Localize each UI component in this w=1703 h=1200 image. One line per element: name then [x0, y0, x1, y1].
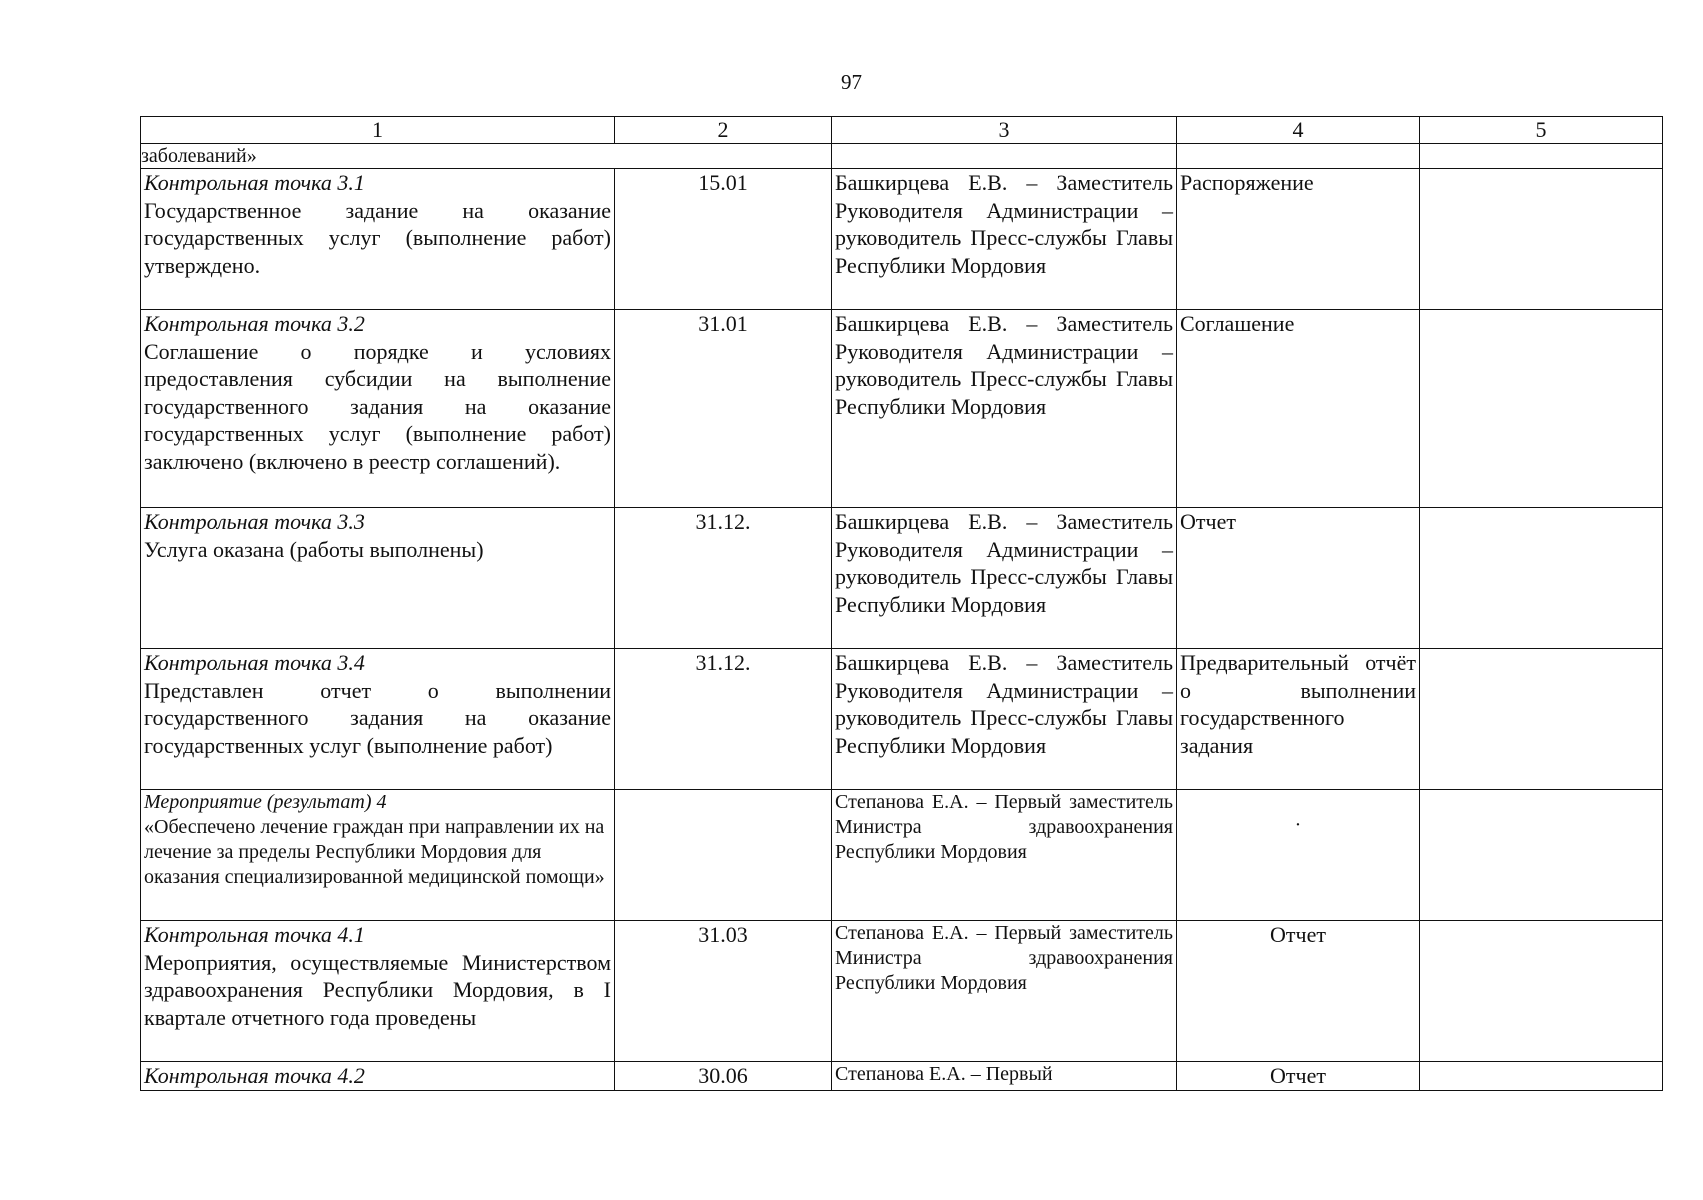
date-cell: 31.01 [615, 310, 832, 508]
checkpoint-title: Контрольная точка 4.2 [144, 1063, 365, 1088]
responsible-text: Степанова Е.А. – Первый заместитель Министра здравоохранения Республики Мордовия [835, 922, 1173, 994]
carry-over-text: заболеваний» [141, 144, 832, 169]
table-row [141, 169, 1663, 310]
carry-over-empty-5 [1420, 144, 1663, 169]
checkpoint-title: Контрольная точка 3.2 [144, 311, 365, 336]
event-title: Мероприятие (результат) 4 [144, 791, 387, 813]
plan-table [140, 116, 1663, 1091]
responsible-cell [832, 1062, 1177, 1091]
header-col-1: 1 [141, 117, 615, 144]
note-cell [1420, 790, 1663, 921]
page-number: 97 [841, 70, 862, 94]
responsible-text: Башкирцева Е.В. – Заместитель Руководителя Администрации – руководитель Пресс-службы Главы Республики Мордовия [835, 650, 1173, 758]
responsible-cell [832, 508, 1177, 649]
document-text: Предварительный отчёт о выполнении государственного задания [1180, 650, 1416, 758]
checkpoint-title: Контрольная точка 3.4 [144, 650, 365, 675]
carry-over-row [141, 144, 1663, 169]
responsible-text: Степанова Е.А. – Первый заместитель Министра здравоохранения Республики Мордовия [835, 791, 1173, 863]
table-row [141, 508, 1663, 649]
checkpoint-title: Контрольная точка 3.3 [144, 509, 365, 534]
responsible-text: Башкирцева Е.В. – Заместитель Руководителя Администрации – руководитель Пресс-службы Главы Республики Мордовия [835, 170, 1173, 278]
document-cell [1177, 790, 1420, 921]
responsible-text: Башкирцева Е.В. – Заместитель Руководителя Администрации – руководитель Пресс-службы Главы Республики Мордовия [835, 509, 1173, 617]
table-row [141, 921, 1663, 1062]
note-cell [1420, 921, 1663, 1062]
date-cell: 31.12. [615, 649, 832, 790]
document-cell: Распоряжение [1177, 169, 1420, 310]
date-cell: 31.03 [615, 921, 832, 1062]
date-cell [615, 790, 832, 921]
checkpoint-text: Соглашение о порядке и условиях предоставления субсидии на выполнение государственного задания на оказание государственных услуг (выполнение работ) заключено (включено в реестр соглашений). [144, 338, 611, 474]
note-cell [1420, 508, 1663, 649]
header-col-4: 4 [1177, 117, 1420, 144]
checkpoint-text: Мероприятия, осуществляемые Министерством здравоохранения Республики Мордовия, в I квартале отчетного года проведены [144, 949, 611, 1030]
carry-over-empty-4 [1177, 144, 1420, 169]
table-row [141, 1062, 1663, 1091]
responsible-cell [832, 790, 1177, 921]
task-cell [141, 169, 615, 310]
checkpoint-text: Государственное задание на оказание государственных услуг (выполнение работ) утверждено. [144, 197, 611, 278]
task-cell [141, 508, 615, 649]
task-cell [141, 921, 615, 1062]
event-text: «Обеспечено лечение граждан при направлении их на лечение за пределы Республики Мордовия для оказания специализированной медицинской помощи» [144, 816, 605, 888]
header-row [141, 117, 1663, 144]
document-cell: Отчет [1177, 921, 1420, 1062]
note-cell [1420, 169, 1663, 310]
table-row [141, 790, 1663, 921]
date-cell: 30.06 [615, 1062, 832, 1091]
document-cell: Отчет [1177, 1062, 1420, 1091]
note-cell [1420, 310, 1663, 508]
date-cell: 15.01 [615, 169, 832, 310]
document-cell: Отчет [1177, 508, 1420, 649]
table-row [141, 649, 1663, 790]
task-cell [141, 649, 615, 790]
task-cell [141, 1062, 615, 1091]
note-cell [1420, 1062, 1663, 1091]
responsible-cell [832, 649, 1177, 790]
table-row [141, 310, 1663, 508]
note-cell [1420, 649, 1663, 790]
document-cell [1177, 649, 1420, 790]
responsible-cell [832, 921, 1177, 1062]
document-mark: · [1294, 814, 1302, 836]
checkpoint-title: Контрольная точка 4.1 [144, 922, 365, 947]
responsible-cell [832, 169, 1177, 310]
header-col-3: 3 [832, 117, 1177, 144]
date-cell: 31.12. [615, 508, 832, 649]
carry-over-empty-3 [832, 144, 1177, 169]
document-cell: Соглашение [1177, 310, 1420, 508]
header-col-5: 5 [1420, 117, 1663, 144]
header-col-2: 2 [615, 117, 832, 144]
task-cell [141, 310, 615, 508]
responsible-text: Башкирцева Е.В. – Заместитель Руководителя Администрации – руководитель Пресс-службы Главы Республики Мордовия [835, 311, 1173, 419]
checkpoint-title: Контрольная точка 3.1 [144, 170, 365, 195]
checkpoint-text: Представлен отчет о выполнении государственного задания на оказание государственных услуг (выполнение работ) [144, 677, 611, 758]
responsible-cell [832, 310, 1177, 508]
task-cell [141, 790, 615, 921]
checkpoint-text: Услуга оказана (работы выполнены) [144, 536, 484, 562]
responsible-text: Степанова Е.А. – Первый [835, 1063, 1053, 1085]
